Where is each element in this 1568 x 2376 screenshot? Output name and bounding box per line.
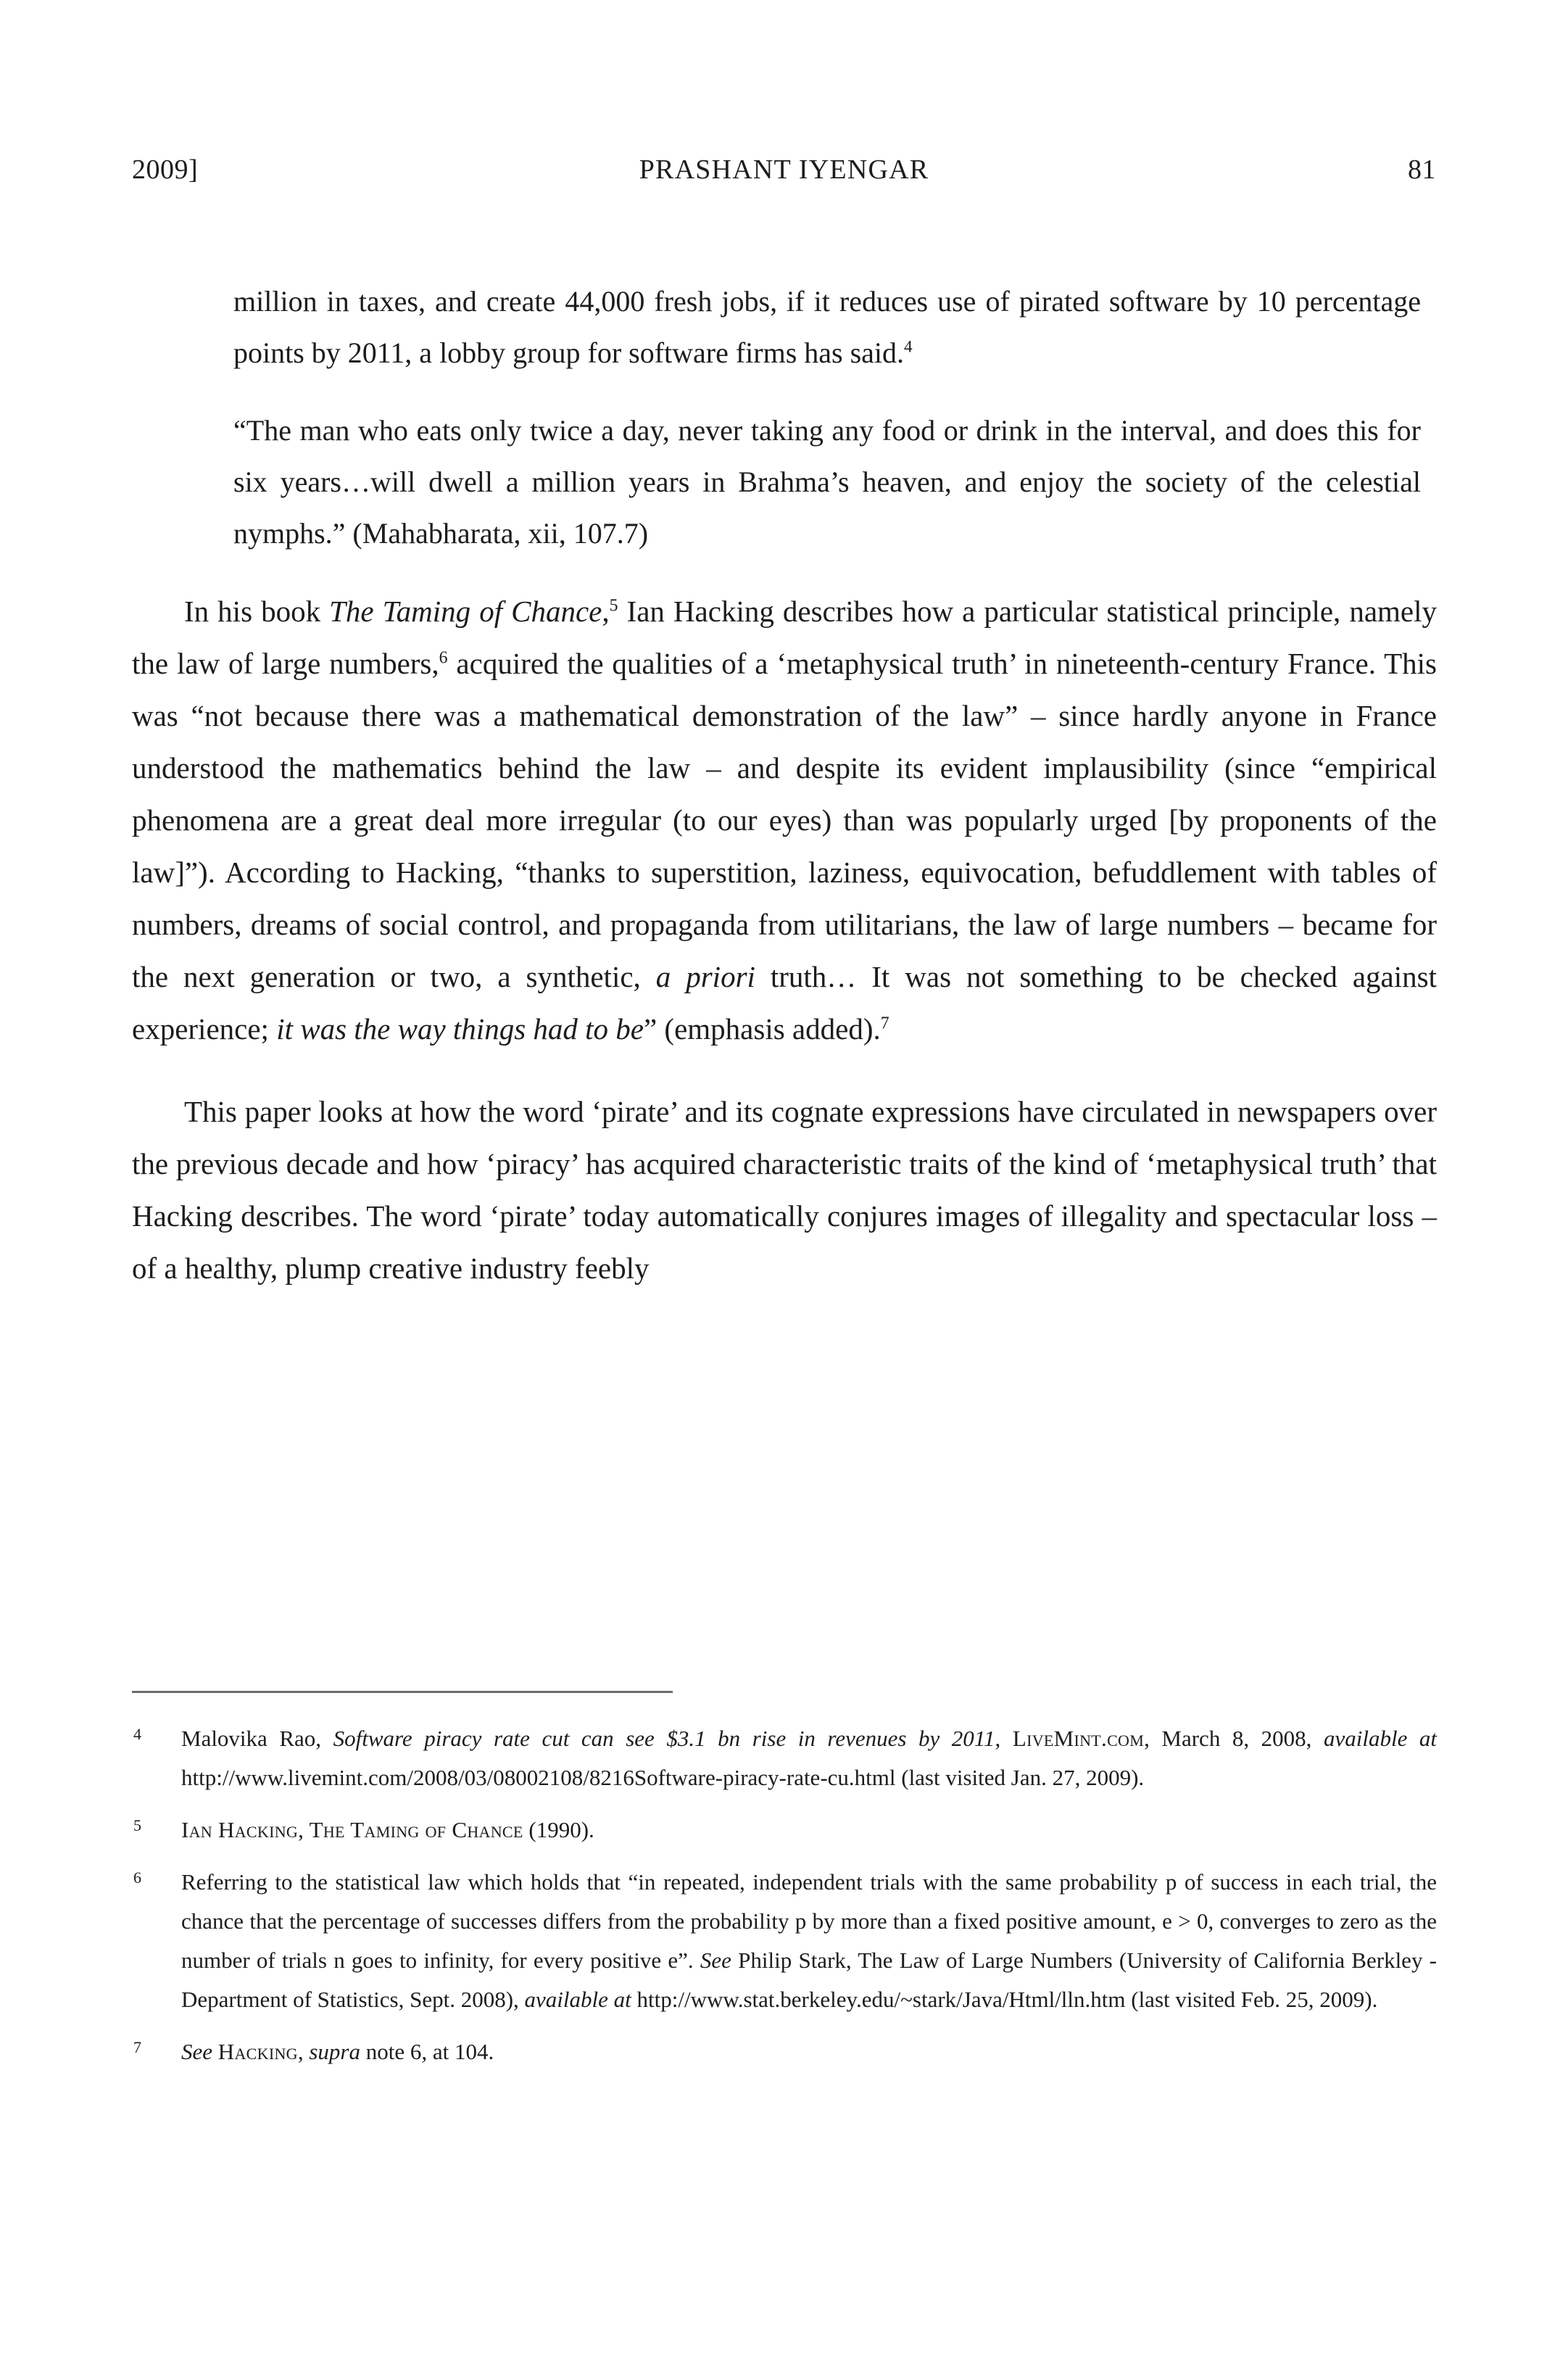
footnote-ref-6[interactable]: 6 [439,648,448,668]
paragraph-this-paper: This paper looks at how the word ‘pirate’ and its cognate expressions have circulated in newspapers over the previous decade and how ‘piracy’ has acquired characteristic traits of the kind of ‘metaphysical truth’ that Hacking describes. The word ‘pirate’ today automatically conjures images of illegality and spectacular loss – of a healthy, plump creative industry feebly [132,1095,1437,1285]
footnote-author-hacking: Hacking [217,2039,298,2064]
paragraph-hacking [132,585,1437,1055]
book-title-taming-of-chance: The Taming of Chance [329,595,602,628]
footnote-ref-5[interactable]: 5 [609,596,618,616]
running-head-year: 2009] [132,154,199,185]
footnote-supra: supra [309,2039,360,2064]
footnote-segment: note 6, at 104. [360,2039,494,2064]
italic-emphasis-phrase: it was the way things had to be [276,1012,644,1046]
comma-after-title: , [602,595,610,628]
footnote-segment: Philip Stark, The Law of Large Numbers (University of California Berkley - Department of Statistics, Sept. 2008), [181,1947,1437,2012]
footnote-available-at: available at [1323,1726,1438,1751]
para-segment: ” (emphasis added). [643,1012,881,1046]
para-segment: acquired the qualities of a ‘metaphysical truth’ in nineteenth-century France. This was “not because there was a mathematical demonstration of the law” – since hardly anyone in France understood the mathematics behind the law – and despite its evident implausibility (since “empirical phenomena are a great deal more irregular (to our eyes) than was popularly urged [by proponents of the law]”). According to Hacking, “thanks to superstition, laziness, equivocation, befuddlement with tables of numbers, dreams of social control, and propaganda from utilitarians, the law of large numbers – became for the next generation or two, a synthetic, [132,647,1437,993]
footnote-segment: Malovika Rao, [181,1726,333,1751]
footnote-ref-4[interactable]: 4 [904,337,913,357]
footnote-available-at: available at [524,1987,631,2012]
footnote-url-segment: http://www.stat.berkeley.edu/~stark/Java/Html/lln.htm (last visited Feb. 25, 2009). [631,1987,1378,2012]
footnote-6 [132,1863,1437,2019]
footnote-segment: , [297,2039,310,2064]
footnote-see-signal: See [181,2039,213,2064]
footnote-see-signal: See [700,1947,731,1973]
footnote-ref-7[interactable]: 7 [880,1014,889,1033]
footnote-segment [212,2039,218,2064]
footnote-area [132,1691,1437,2071]
footnote-segment: , [995,1726,1013,1751]
page-number: 81 [1408,154,1436,185]
running-head [132,154,1436,186]
para-segment: In his book [184,595,330,628]
footnote-segment: , March 8, 2008, [1144,1726,1324,1751]
para-segment: Ian Hacking describes how a particular statistical principle, namely the law of large numbers, [132,595,1438,680]
footnote-separator-rule [132,1691,673,1693]
footnote-number: 6 [133,1868,141,1887]
footnote-url-segment: http://www.livemint.com/2008/03/08002108/8216Software-piracy-rate-cu.html (last visited Jan. 27, 2009). [181,1765,1145,1790]
footnote-segment: Referring to the statistical law which holds that “in repeated, independent trials with the same probability p of success in each trial, the chance that the percentage of successes differs from the probability p by more than a fixed positive amount, e > 0, converges to zero as the number of trials n goes to infinity, for every positive e”. [181,1869,1437,1973]
italic-a-priori: a priori [655,960,755,993]
footnote-number: 5 [133,1816,141,1834]
footnote-7 [132,2032,1437,2071]
footnote-number: 7 [133,2038,141,2056]
footnote-segment: (1990). [523,1817,594,1842]
blockquote-jobs-text: million in taxes, and create 44,000 fresh jobs, if it reduces use of pirated software by 10 percentage points by 2011, a lobby group for software firms has said. [233,285,1421,369]
running-head-author: PRASHANT IYENGAR [639,154,929,185]
blockquote-jobs [233,276,1421,378]
text-column [132,276,1437,1294]
footnote-4 [132,1719,1437,1797]
footnote-citation-hacking: Ian Hacking, The Taming of Chance [181,1817,523,1842]
para-segment: truth… It was not something to be checked against experience; [132,960,1437,1046]
blockquote-mahabharata: “The man who eats only twice a day, never taking any food or drink in the interval, and does this for six years…will dwell a million years in Brahma’s heaven, and enjoy the society of the celestial nymphs.” (Mahabharata, xii, 107.7) [233,414,1421,550]
footnote-article-title: Software piracy rate cut can see $3.1 bn rise in revenues by 2011 [333,1726,995,1751]
footnote-source-livemint: LiveMint.com [1012,1726,1145,1751]
footnote-number: 4 [133,1725,141,1743]
footnote-5 [132,1810,1437,1850]
